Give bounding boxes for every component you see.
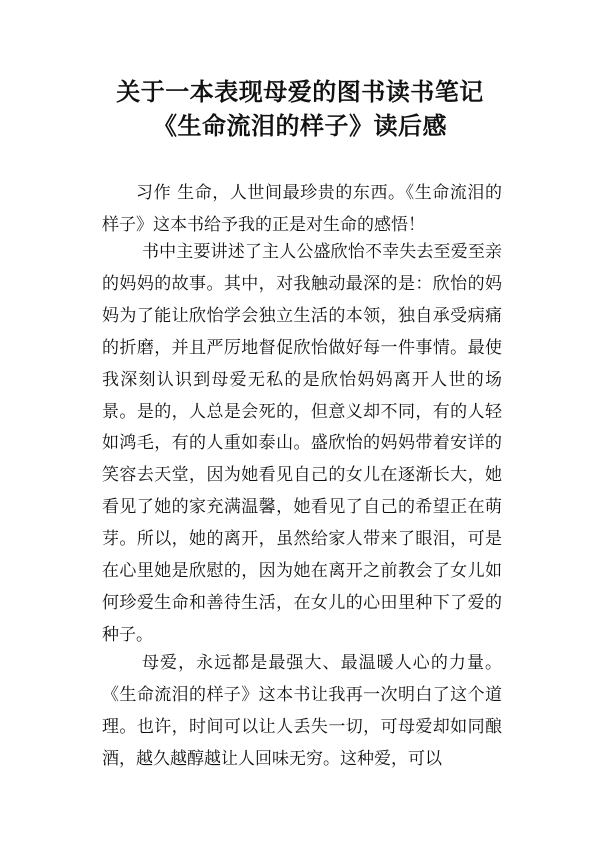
paragraph-2: 书中主要讲述了主人公盛欣怡不幸失去至爱至亲的妈妈的故事。其中，对我触动最深的是：欣怡的妈妈为了能让欣怡学会独立生活的本领，独自承受病痛的折磨，并且严厉地督促欣怡做好每一件事情。最使我深刻认识到母爱无私的是欣怡妈妈离开人世的场景。是的，人总是会死的，但意义却不同，有的人轻如鸿毛，有的人重如泰山。盛欣怡的妈妈带着安详的笑容去天堂，因为她看见自己的女儿在逐渐长大，她看见了她的家充满温馨，她看见了自己的希望正在萌芽。所以，她的离开，虽然给家人带来了眼泪，可是在心里她是欣慰的，因为她在离开之前教会了女儿如何珍爱生命和善待生活，在女儿的心田里种下了爱的种子。 [102,242,502,645]
document-title-line-2: 《生命流泪的样子》读后感 [153,112,447,140]
paragraph-3: 母爱，永远都是最强大、最温暖人心的力量。《生命流泪的样子》这本书让我再一次明白了这个道理。也许，时间可以让人丢失一切，可母爱却如同酿酒，越久越醇越让人回味无穷。这种爱，可以 [102,653,502,769]
paragraph-2-block [102,237,502,652]
paragraph-3-block [102,648,502,776]
document-title-line-1: 关于一本表现母爱的图书读书笔记 [116,78,484,106]
paragraph-1: 习作 生命，人世间最珍贵的东西。《生命流泪的样子》这本书给予我的正是对生命的感悟！ [102,183,502,235]
paragraph-1-block [102,178,502,242]
